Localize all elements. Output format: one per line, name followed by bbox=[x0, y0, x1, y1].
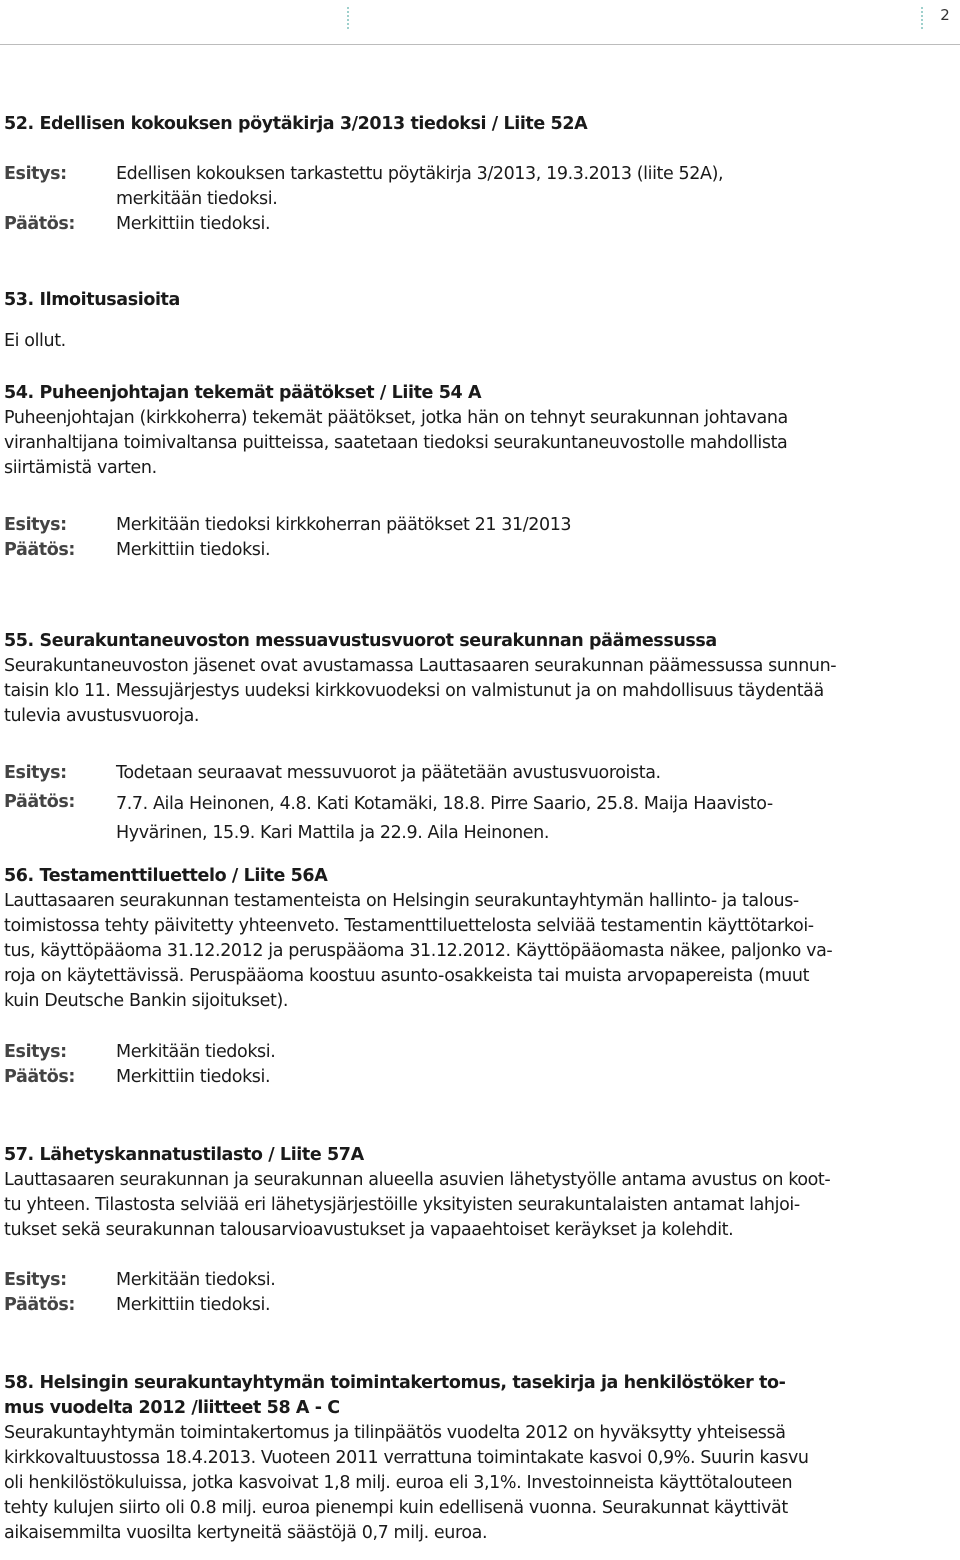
paatos-label: Päätös: bbox=[4, 1067, 75, 1087]
esitys-text: Merkitään tiedoksi. bbox=[116, 1042, 276, 1062]
header-rule bbox=[0, 44, 960, 45]
section-56-paatos bbox=[4, 1065, 958, 1090]
esitys-label: Esitys: bbox=[4, 515, 67, 535]
paatos-line: 7.7. Aila Heinonen, 4.8. Kati Kotamäki, 18.8. Pirre Saario, 25.8. Maija Haavisto- bbox=[116, 794, 773, 814]
body-line: tehty kulujen siirto oli 0.8 milj. euroa pienempi kuin edellisenä vuonna. Seurakunnat käyttivät bbox=[4, 1498, 788, 1518]
paatos-text: Merkittiin tiedoksi. bbox=[116, 1067, 271, 1087]
paatos-label: Päätös: bbox=[4, 1295, 75, 1315]
body-line: kuin Deutsche Bankin sijoitukset). bbox=[4, 991, 289, 1011]
section-53 bbox=[4, 288, 958, 354]
section-54-body bbox=[4, 406, 958, 481]
esitys-label: Esitys: bbox=[4, 164, 67, 184]
body-line: siirtämistä varten. bbox=[4, 458, 157, 478]
section-57-paatos bbox=[4, 1293, 958, 1318]
section-52-heading: 52. Edellisen kokouksen pöytäkirja 3/2013 tiedoksi / Liite 52A bbox=[4, 114, 588, 134]
heading-line: mus vuodelta 2012 /liitteet 58 A - C bbox=[4, 1398, 340, 1418]
section-57-body bbox=[4, 1168, 958, 1243]
section-54-esitys bbox=[4, 513, 958, 538]
section-52-paatos bbox=[4, 212, 958, 237]
section-52-esitys bbox=[4, 162, 958, 212]
section-53-body: Ei ollut. bbox=[4, 331, 66, 351]
paatos-label: Päätös: bbox=[4, 540, 75, 560]
section-55-heading: 55. Seurakuntaneuvoston messuavustusvuorot seurakunnan päämessussa bbox=[4, 631, 717, 651]
header-dots-left bbox=[347, 7, 349, 29]
paatos-label: Päätös: bbox=[4, 214, 75, 234]
header-dots-right bbox=[921, 7, 923, 29]
esitys-text: Todetaan seuraavat messuvuorot ja päätetään avustusvuoroista. bbox=[116, 763, 661, 783]
esitys-line: Edellisen kokouksen tarkastettu pöytäkirja 3/2013, 19.3.2013 (liite 52A), bbox=[116, 164, 724, 184]
section-57-heading: 57. Lähetyskannatustilasto / Liite 57A bbox=[4, 1145, 364, 1165]
section-56 bbox=[4, 864, 958, 1090]
section-54-heading: 54. Puheenjohtajan tekemät päätökset / Liite 54 A bbox=[4, 383, 482, 403]
section-55-esitys bbox=[4, 761, 958, 786]
body-line: Lauttasaaren seurakunnan ja seurakunnan alueella asuvien lähetystyölle antama avustus on koot- bbox=[4, 1170, 831, 1190]
paatos-text bbox=[116, 790, 958, 848]
body-line: taisin klo 11. Messujärjestys uudeksi kirkkovuodeksi on valmistunut ja on mahdollisuus täydentää bbox=[4, 681, 824, 701]
section-54-paatos bbox=[4, 538, 958, 563]
section-55-paatos bbox=[4, 790, 958, 848]
body-line: tus, käyttöpääoma 31.12.2012 ja peruspääoma 31.12.2012. Käyttöpääomasta näkee, paljonko va- bbox=[4, 941, 833, 961]
section-55 bbox=[4, 629, 958, 848]
esitys-text: Merkitään tiedoksi. bbox=[116, 1270, 276, 1290]
body-line: toimistossa tehty päivitetty yhteenveto. Testamenttiluettelosta selviää testamentin käyttötarkoi- bbox=[4, 916, 814, 936]
body-line: roja on käytettävissä. Peruspääoma koostuu asunto-osakkeista tai muista arvopapereista (muut bbox=[4, 966, 810, 986]
paatos-text: Merkittiin tiedoksi. bbox=[116, 214, 271, 234]
section-52 bbox=[4, 112, 958, 237]
body-line: oli henkilöstökuluissa, jotka kasvoivat 1,8 milj. euroa eli 3,1%. Investoinneista käyttötalouteen bbox=[4, 1473, 793, 1493]
body-line: Lauttasaaren seurakunnan testamenteista on Helsingin seurakuntayhtymän hallinto- ja talous- bbox=[4, 891, 799, 911]
section-53-heading: 53. Ilmoitusasioita bbox=[4, 290, 180, 310]
section-57 bbox=[4, 1143, 958, 1318]
section-56-esitys bbox=[4, 1040, 958, 1065]
section-56-heading: 56. Testamenttiluettelo / Liite 56A bbox=[4, 866, 328, 886]
esitys-text: Merkitään tiedoksi kirkkoherran päätökset 21 31/2013 bbox=[116, 515, 572, 535]
esitys-text bbox=[116, 162, 958, 212]
esitys-line: merkitään tiedoksi. bbox=[116, 189, 278, 209]
esitys-label: Esitys: bbox=[4, 1042, 67, 1062]
section-57-esitys bbox=[4, 1268, 958, 1293]
body-line: tu yhteen. Tilastosta selviää eri lähetysjärjestöille yksityisten seurakuntalaisten antamat lahjoi- bbox=[4, 1195, 800, 1215]
body-line: aikaisemmilta vuosilta kertyneitä säästöjä 0,7 milj. euroa. bbox=[4, 1523, 488, 1543]
body-line: viranhaltijana toimivaltansa puitteissa, saatetaan tiedoksi seurakuntaneuvostolle mahdollista bbox=[4, 433, 788, 453]
section-58-body bbox=[4, 1421, 958, 1546]
section-54 bbox=[4, 381, 958, 563]
paatos-text: Merkittiin tiedoksi. bbox=[116, 1295, 271, 1315]
paatos-label: Päätös: bbox=[4, 792, 75, 812]
body-line: kirkkovaltuustossa 18.4.2013. Vuoteen 2011 verrattuna toimintakate kasvoi 0,9%. Suurin kasvu bbox=[4, 1448, 809, 1468]
body-line: tulevia avustusvuoroja. bbox=[4, 706, 200, 726]
body-line: Puheenjohtajan (kirkkoherra) tekemät päätökset, jotka hän on tehnyt seurakunnan johtavana bbox=[4, 408, 788, 428]
body-line: Seurakuntaneuvoston jäsenet ovat avustamassa Lauttasaaren seurakunnan päämessussa sunnun- bbox=[4, 656, 837, 676]
body-line: Seurakuntayhtymän toimintakertomus ja tilinpäätös vuodelta 2012 on hyväksytty yhteisessä bbox=[4, 1423, 786, 1443]
section-58-heading bbox=[4, 1371, 958, 1421]
section-55-body bbox=[4, 654, 958, 729]
esitys-label: Esitys: bbox=[4, 1270, 67, 1290]
body-line: tukset sekä seurakunnan talousarvioavustukset ja vapaaehtoiset keräykset ja kolehdit. bbox=[4, 1220, 734, 1240]
esitys-label: Esitys: bbox=[4, 763, 67, 783]
paatos-line: Hyvärinen, 15.9. Kari Mattila ja 22.9. Aila Heinonen. bbox=[116, 823, 550, 843]
heading-line: 58. Helsingin seurakuntayhtymän toimintakertomus, tasekirja ja henkilöstöker to- bbox=[4, 1373, 786, 1393]
minutes-content bbox=[4, 112, 958, 1546]
section-58 bbox=[4, 1371, 958, 1546]
section-56-body bbox=[4, 889, 958, 1014]
page-number: 2 bbox=[940, 6, 950, 24]
paatos-text: Merkittiin tiedoksi. bbox=[116, 540, 271, 560]
